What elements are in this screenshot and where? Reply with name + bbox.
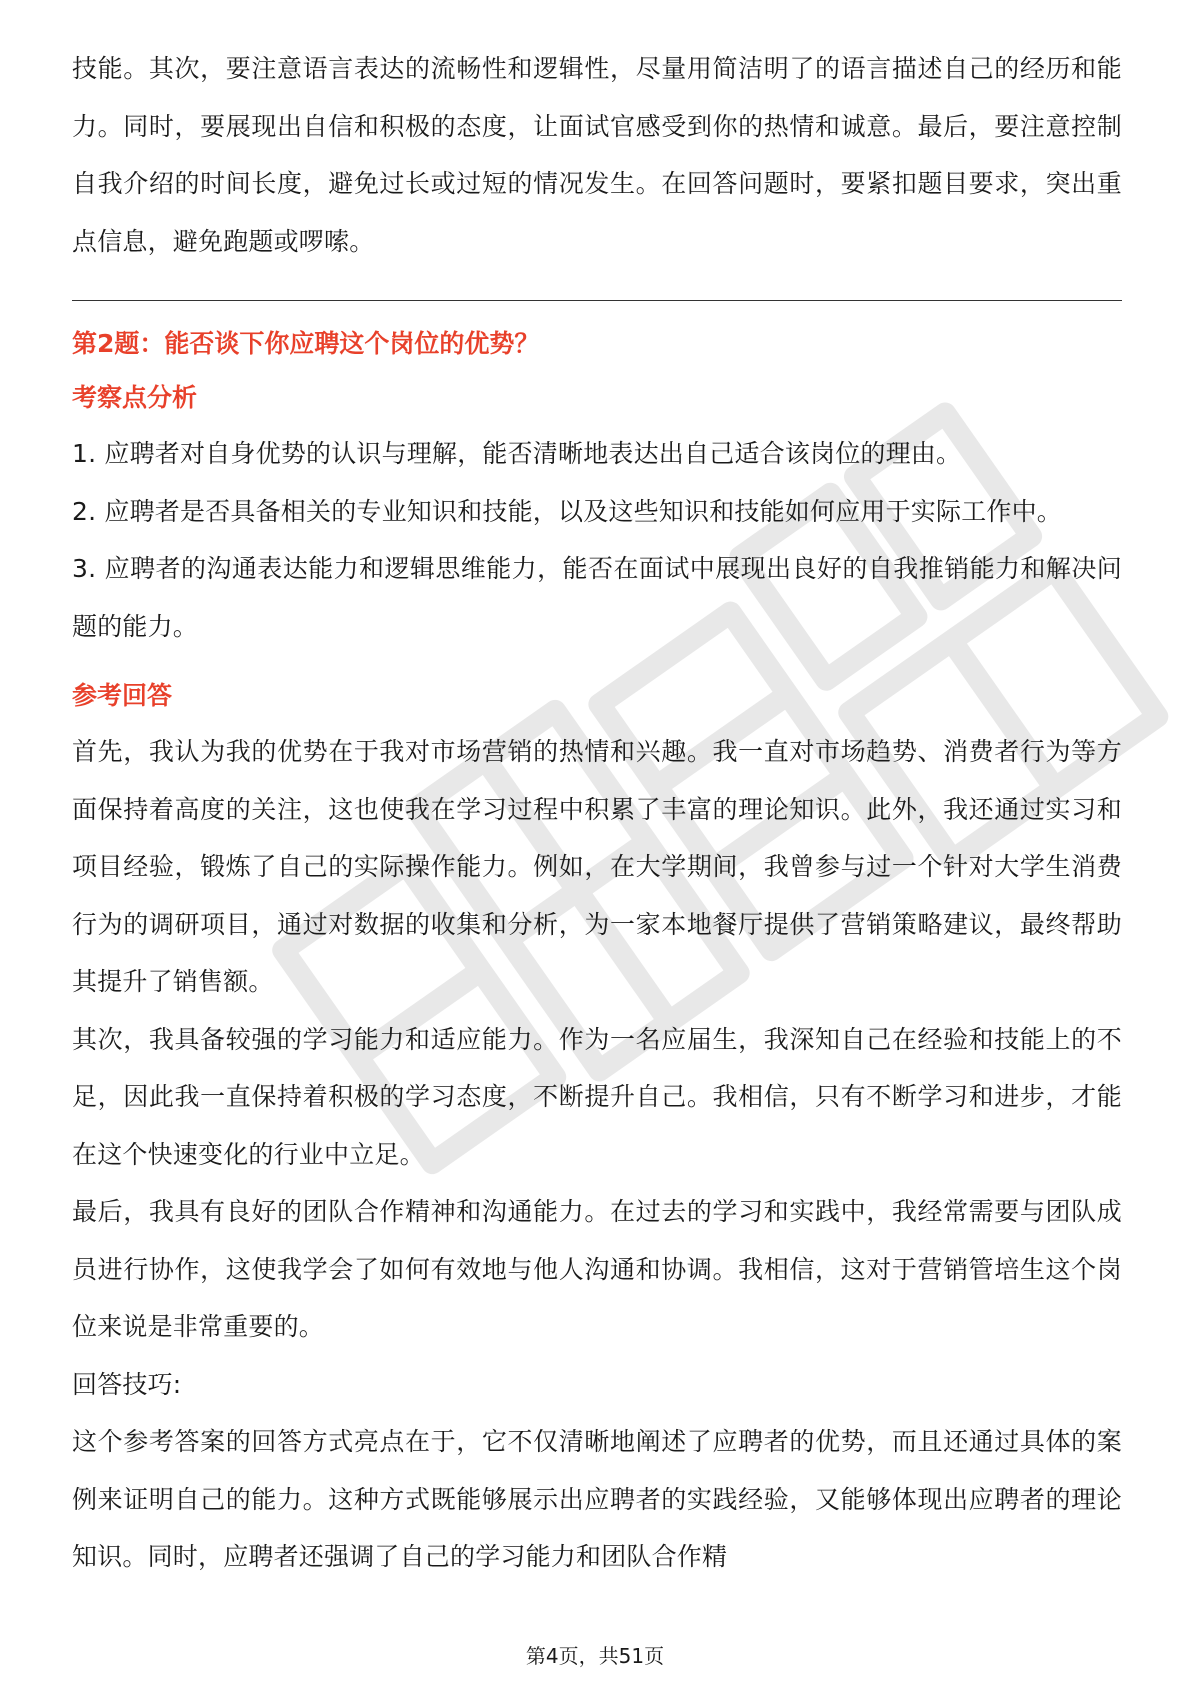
reference-paragraph: 首先，我认为我的优势在于我对市场营销的热情和兴趣。我一直对市场趋势、消费者行为等方面保持着高度的关注，这也使我在学习过程中积累了丰富的理论知识。此外，我还通过实习和项目经验，锻炼了自己的实际操作能力。例如，在大学期间，我曾参与过一个针对大学生消费行为的调研项目，通过对数据的收集和分析，为一家本地餐厅提供了营销策略建议，最终帮助其提升了销售额。	[72, 737, 1122, 996]
section-divider	[72, 300, 1122, 301]
reference-heading: 参考回答	[72, 681, 173, 710]
analysis-item: 1. 应聘者对自身优势的认识与理解，能否清晰地表达出自己适合该岗位的理由。	[72, 439, 962, 468]
reference-paragraph: 最后，我具有良好的团队合作精神和沟通能力。在过去的学习和实践中，我经常需要与团队成员进行协作，这使我学会了如何有效地与他人沟通和协调。我相信，这对于营销管培生这个岗位来说是非常重要的。	[72, 1197, 1122, 1341]
page-content	[72, 40, 1122, 1586]
intro-paragraph: 技能。其次，要注意语言表达的流畅性和逻辑性，尽量用简洁明了的语言描述自己的经历和能力。同时，要展现出自信和积极的态度，让面试官感受到你的热情和诚意。最后，要注意控制自我介绍的时间长度，避免过长或过短的情况发生。在回答问题时，要紧扣题目要求，突出重点信息，避免跑题或啰嗦。	[72, 54, 1122, 256]
spacer	[72, 655, 1122, 669]
reference-paragraph: 其次，我具备较强的学习能力和适应能力。作为一名应届生，我深知自己在经验和技能上的不足，因此我一直保持着积极的学习态度，不断提升自己。我相信，只有不断学习和进步，才能在这个快速变化的行业中立足。	[72, 1024, 1122, 1169]
question-title: 第2题：能否谈下你应聘这个岗位的优势？	[72, 329, 540, 358]
analysis-item: 3. 应聘者的沟通表达能力和逻辑思维能力，能否在面试中展现出良好的自我推销能力和解决问题的能力。	[72, 554, 1122, 641]
analysis-heading: 考察点分析	[72, 383, 198, 412]
tips-text: 这个参考答案的回答方式亮点在于，它不仅清晰地阐述了应聘者的优势，而且还通过具体的案例来证明自己的能力。这种方式既能够展示出应聘者的实践经验，又能够体现出应聘者的理论知识。同时，应聘者还强调了自己的学习能力和团队合作精	[72, 1427, 1122, 1571]
page-footer: 第4页，共51页	[525, 1644, 665, 1668]
tips-heading: 回答技巧:	[72, 1369, 182, 1399]
analysis-item: 2. 应聘者是否具备相关的专业知识和技能，以及这些知识和技能如何应用于实际工作中。	[72, 496, 1063, 526]
